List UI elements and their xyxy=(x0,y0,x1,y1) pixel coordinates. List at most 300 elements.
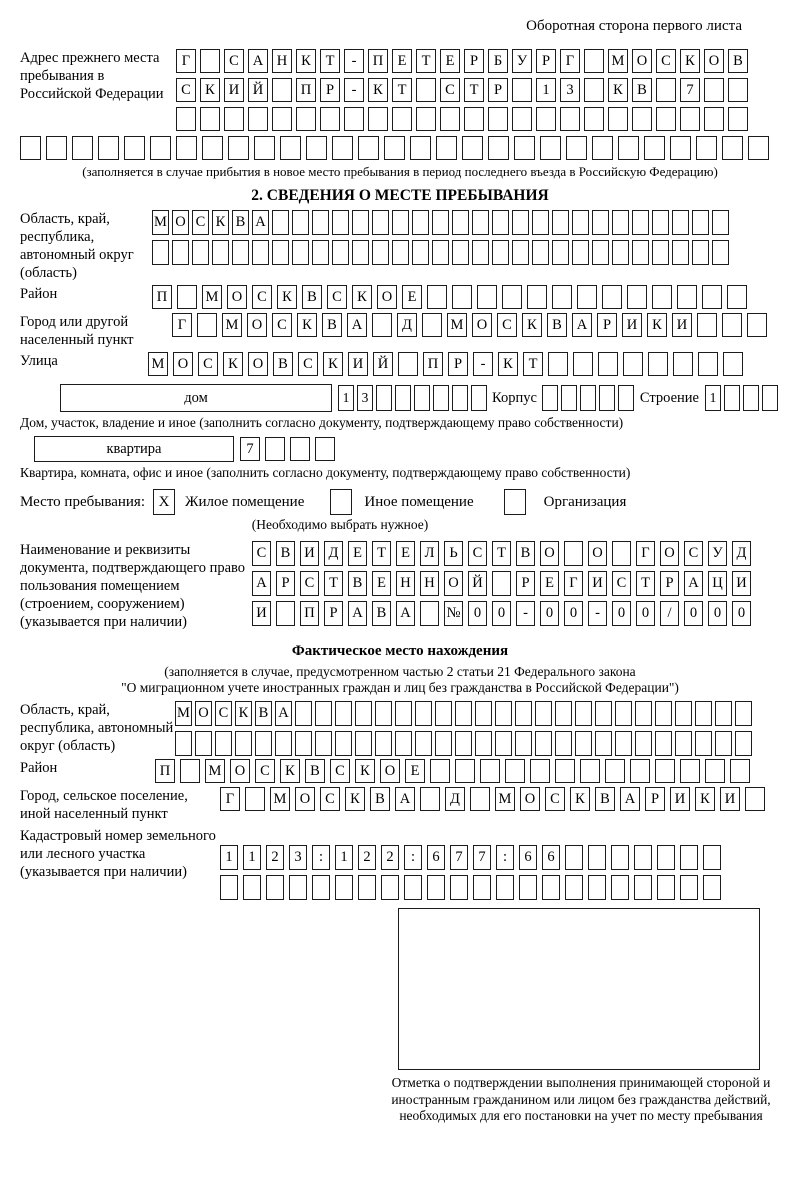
char-cell xyxy=(728,107,748,131)
char-cell: Г xyxy=(176,49,196,73)
stay-type-option-inoe-label: Иное помещение xyxy=(364,493,474,510)
char-cell xyxy=(514,136,535,160)
char-cell: М xyxy=(148,352,168,376)
char-cell xyxy=(289,875,307,900)
char-cell: К xyxy=(280,759,300,783)
char-cell xyxy=(180,759,200,783)
prev-address-grid xyxy=(176,49,752,131)
char-cell xyxy=(372,313,392,337)
char-cell xyxy=(727,285,747,309)
stay-type-option-zhiloe-label: Жилое помещение xyxy=(185,493,305,510)
char-cell xyxy=(536,107,556,131)
char-cell xyxy=(535,731,552,756)
char-cell xyxy=(212,240,229,265)
city-label: Город или другой населенный пункт xyxy=(20,314,134,348)
char-cell xyxy=(235,731,252,756)
char-cell: В xyxy=(632,78,652,102)
char-cell xyxy=(712,240,729,265)
char-cell xyxy=(412,210,429,235)
char-cell: Й xyxy=(373,352,393,376)
char-cell: С xyxy=(320,787,340,811)
char-cell xyxy=(488,136,509,160)
char-cell: А xyxy=(572,313,592,337)
char-cell xyxy=(195,731,212,756)
char-cell: О xyxy=(472,313,492,337)
char-cell: 6 xyxy=(427,845,445,870)
char-cell: М xyxy=(222,313,242,337)
char-cell xyxy=(450,875,468,900)
char-cell: В xyxy=(547,313,567,337)
region-label: Область, край, республика, автономный округ (область) xyxy=(20,211,134,281)
char-cell: 7 xyxy=(450,845,468,870)
char-cell xyxy=(630,759,650,783)
char-cell xyxy=(152,240,169,265)
char-cell xyxy=(464,107,484,131)
cadastre-label: Кадастровый номер земельного или лесного участка (указывается при наличии) xyxy=(20,828,216,880)
char-cell: 3 xyxy=(289,845,307,870)
char-cell xyxy=(705,759,725,783)
char-cell xyxy=(312,875,330,900)
cadastre-grid xyxy=(220,845,726,900)
char-cell xyxy=(552,240,569,265)
char-cell: С xyxy=(468,541,487,566)
char-cell: А xyxy=(395,787,415,811)
char-cell xyxy=(471,385,487,411)
char-cell: О xyxy=(588,541,607,566)
char-cell: С xyxy=(272,313,292,337)
stay-type-checkbox-inoe xyxy=(330,489,352,515)
char-cell xyxy=(332,136,353,160)
char-cell xyxy=(412,240,429,265)
actual-region-label: Область, край, республика, автономный округ (область) xyxy=(20,702,174,754)
char-cell: К xyxy=(296,49,316,73)
prev-address-note: (заполняется в случае прибытия в новое место пребывания в период последнего въезда в Российскую Федерацию) xyxy=(82,164,718,179)
char-cell xyxy=(335,731,352,756)
char-cell xyxy=(696,136,717,160)
char-cell: О xyxy=(195,701,212,726)
char-cell: М xyxy=(447,313,467,337)
char-cell: А xyxy=(348,601,367,626)
char-cell: И xyxy=(622,313,642,337)
char-cell: Н xyxy=(420,571,439,596)
char-cell: С xyxy=(198,352,218,376)
char-cell xyxy=(634,845,652,870)
char-cell xyxy=(276,601,295,626)
char-cell xyxy=(252,240,269,265)
char-cell: И xyxy=(720,787,740,811)
char-cell xyxy=(280,136,301,160)
char-cell: К xyxy=(352,285,372,309)
char-cell xyxy=(692,240,709,265)
char-cell xyxy=(598,352,618,376)
char-cell: О xyxy=(248,352,268,376)
char-cell xyxy=(648,352,668,376)
char-cell xyxy=(515,701,532,726)
actual-city-grid xyxy=(220,787,770,811)
char-cell xyxy=(492,571,511,596)
char-cell: 6 xyxy=(542,845,560,870)
char-cell: Т xyxy=(320,49,340,73)
char-cell: К xyxy=(498,352,518,376)
char-cell xyxy=(502,285,522,309)
char-cell: Б xyxy=(488,49,508,73)
char-cell xyxy=(372,240,389,265)
char-cell xyxy=(344,107,364,131)
char-cell xyxy=(675,701,692,726)
char-cell: О xyxy=(247,313,267,337)
char-cell xyxy=(220,875,238,900)
char-cell xyxy=(584,78,604,102)
char-cell: В xyxy=(232,210,249,235)
char-cell: О xyxy=(377,285,397,309)
char-cell: Р xyxy=(536,49,556,73)
char-cell xyxy=(384,136,405,160)
char-cell xyxy=(432,210,449,235)
char-cell: К xyxy=(570,787,590,811)
house-row xyxy=(0,384,800,412)
char-cell xyxy=(655,759,675,783)
char-cell xyxy=(272,78,292,102)
char-cell xyxy=(584,49,604,73)
document-grid-row-3 xyxy=(252,601,756,626)
char-cell xyxy=(652,240,669,265)
char-cell: С xyxy=(497,313,517,337)
char-cell xyxy=(475,701,492,726)
char-cell: - xyxy=(344,78,364,102)
char-cell: В xyxy=(370,787,390,811)
char-cell xyxy=(656,107,676,131)
stamp-box xyxy=(398,908,760,1070)
char-cell xyxy=(295,731,312,756)
char-cell xyxy=(312,210,329,235)
char-cell: 1 xyxy=(243,845,261,870)
actual-region-grid-row-2 xyxy=(175,731,755,756)
char-cell: Ц xyxy=(708,571,727,596)
char-cell: Е xyxy=(405,759,425,783)
char-cell xyxy=(372,210,389,235)
apartment-row xyxy=(0,436,800,462)
street-grid xyxy=(148,352,748,376)
char-cell xyxy=(595,731,612,756)
char-cell xyxy=(632,210,649,235)
char-cell xyxy=(455,731,472,756)
char-cell: 7 xyxy=(240,437,260,461)
char-cell xyxy=(618,385,634,411)
char-cell xyxy=(266,875,284,900)
char-cell: Р xyxy=(645,787,665,811)
char-cell: В xyxy=(322,313,342,337)
char-cell: Р xyxy=(516,571,535,596)
char-cell xyxy=(352,240,369,265)
char-cell xyxy=(295,701,312,726)
char-cell: - xyxy=(473,352,493,376)
char-cell: П xyxy=(152,285,172,309)
char-cell: Т xyxy=(492,541,511,566)
char-cell xyxy=(615,731,632,756)
char-cell: М xyxy=(202,285,222,309)
char-cell: О xyxy=(632,49,652,73)
char-cell xyxy=(414,385,430,411)
char-cell xyxy=(580,759,600,783)
char-cell: К xyxy=(368,78,388,102)
char-cell xyxy=(20,136,41,160)
char-cell: В xyxy=(372,601,391,626)
char-cell xyxy=(595,701,612,726)
char-cell xyxy=(232,240,249,265)
char-cell xyxy=(473,875,491,900)
char-cell xyxy=(605,759,625,783)
char-cell xyxy=(565,845,583,870)
char-cell: Й xyxy=(468,571,487,596)
char-cell: С xyxy=(255,759,275,783)
char-cell: С xyxy=(440,78,460,102)
char-cell: В xyxy=(516,541,535,566)
char-cell xyxy=(540,136,561,160)
char-cell xyxy=(512,107,532,131)
char-cell xyxy=(618,136,639,160)
char-cell xyxy=(420,601,439,626)
char-cell: М xyxy=(205,759,225,783)
char-cell xyxy=(743,385,759,411)
char-cell: 7 xyxy=(473,845,491,870)
char-cell xyxy=(275,731,292,756)
char-cell xyxy=(692,210,709,235)
cadastre-grid-row-1 xyxy=(220,845,726,870)
char-cell xyxy=(747,313,767,337)
char-cell xyxy=(46,136,67,160)
char-cell xyxy=(272,107,292,131)
actual-location-note-2: "О миграционном учете иностранных граждан и лиц без гражданства в Российской Федерации") xyxy=(121,680,679,695)
char-cell xyxy=(730,759,750,783)
char-cell xyxy=(542,385,558,411)
char-cell xyxy=(200,49,220,73)
char-cell xyxy=(332,210,349,235)
char-cell xyxy=(735,701,752,726)
char-cell xyxy=(703,875,721,900)
cadastre-field xyxy=(0,827,800,900)
char-cell: С xyxy=(300,571,319,596)
char-cell xyxy=(292,240,309,265)
char-cell: Е xyxy=(540,571,559,596)
char-cell xyxy=(150,136,171,160)
char-cell: С xyxy=(215,701,232,726)
char-cell: Р xyxy=(448,352,468,376)
char-cell xyxy=(452,285,472,309)
char-cell xyxy=(492,240,509,265)
char-cell xyxy=(632,107,652,131)
char-cell: С xyxy=(545,787,565,811)
char-cell: О xyxy=(172,210,189,235)
char-cell: И xyxy=(252,601,271,626)
street-field xyxy=(0,352,800,376)
char-cell xyxy=(584,107,604,131)
char-cell xyxy=(452,240,469,265)
char-cell: Д xyxy=(324,541,343,566)
char-cell xyxy=(415,731,432,756)
char-cell xyxy=(432,240,449,265)
stay-type-checkbox-zhiloe: X xyxy=(153,489,175,515)
char-cell xyxy=(577,285,597,309)
char-cell: 2 xyxy=(358,845,376,870)
char-cell: Р xyxy=(660,571,679,596)
char-cell xyxy=(588,845,606,870)
char-cell xyxy=(415,701,432,726)
char-cell: Т xyxy=(416,49,436,73)
char-cell: К xyxy=(235,701,252,726)
char-cell xyxy=(655,731,672,756)
char-cell xyxy=(124,136,145,160)
char-cell xyxy=(530,759,550,783)
char-cell xyxy=(715,701,732,726)
prev-address-label: Адрес прежнего места пребывания в Российской Федерации xyxy=(20,50,164,102)
char-cell: М xyxy=(152,210,169,235)
char-cell: О xyxy=(173,352,193,376)
char-cell: 1 xyxy=(335,845,353,870)
char-cell xyxy=(715,731,732,756)
char-cell xyxy=(435,731,452,756)
char-cell xyxy=(704,78,724,102)
char-cell xyxy=(176,107,196,131)
char-cell xyxy=(532,210,549,235)
char-cell: Т xyxy=(324,571,343,596)
korpus-grid xyxy=(542,385,637,411)
house-note: Дом, участок, владение и иное (заполнить согласно документу, подтверждающему право собственности) xyxy=(20,415,624,430)
char-cell: А xyxy=(620,787,640,811)
char-cell xyxy=(228,136,249,160)
char-cell xyxy=(519,875,537,900)
char-cell: С xyxy=(176,78,196,102)
char-cell xyxy=(332,240,349,265)
char-cell xyxy=(254,136,275,160)
char-cell xyxy=(472,210,489,235)
document-label: Наименование и реквизиты документа, подтверждающего право пользования помещением (строением, сооружением) (указывается при наличии) xyxy=(20,542,246,630)
char-cell: М xyxy=(175,701,192,726)
char-cell xyxy=(98,136,119,160)
char-cell: Е xyxy=(396,541,415,566)
char-cell xyxy=(255,731,272,756)
char-cell xyxy=(475,731,492,756)
char-cell xyxy=(404,875,422,900)
char-cell: 3 xyxy=(357,385,373,411)
char-cell xyxy=(702,285,722,309)
char-cell xyxy=(72,136,93,160)
char-cell: К xyxy=(680,49,700,73)
page-header: Оборотная сторона первого листа xyxy=(526,18,742,34)
char-cell xyxy=(495,701,512,726)
char-cell: 0 xyxy=(708,601,727,626)
char-cell xyxy=(315,437,335,461)
stay-type-option-org-label: Организация xyxy=(543,493,627,510)
char-cell xyxy=(652,285,672,309)
document-grid-row-2 xyxy=(252,571,756,596)
char-cell: 6 xyxy=(519,845,537,870)
char-cell: О xyxy=(540,541,559,566)
char-cell: Е xyxy=(402,285,422,309)
char-cell xyxy=(200,107,220,131)
char-cell xyxy=(176,136,197,160)
char-cell: Т xyxy=(464,78,484,102)
char-cell: И xyxy=(224,78,244,102)
char-cell xyxy=(375,731,392,756)
char-cell: И xyxy=(670,787,690,811)
prev-address-field xyxy=(0,49,800,131)
char-cell: : xyxy=(496,845,514,870)
char-cell xyxy=(680,759,700,783)
char-cell: П xyxy=(423,352,443,376)
char-cell xyxy=(588,875,606,900)
char-cell xyxy=(430,759,450,783)
char-cell xyxy=(532,240,549,265)
char-cell: Р xyxy=(488,78,508,102)
char-cell xyxy=(675,731,692,756)
char-cell: - xyxy=(516,601,535,626)
prev-address-grid-row-1 xyxy=(176,49,752,73)
char-cell xyxy=(635,731,652,756)
char-cell xyxy=(392,240,409,265)
char-cell: Р xyxy=(324,601,343,626)
char-cell xyxy=(634,875,652,900)
char-cell: 2 xyxy=(381,845,399,870)
char-cell xyxy=(515,731,532,756)
char-cell xyxy=(416,78,436,102)
char-cell: Н xyxy=(272,49,292,73)
char-cell xyxy=(375,701,392,726)
char-cell: 0 xyxy=(492,601,511,626)
char-cell xyxy=(748,136,769,160)
char-cell: К xyxy=(212,210,229,235)
char-cell xyxy=(670,136,691,160)
char-cell xyxy=(455,701,472,726)
char-cell: О xyxy=(230,759,250,783)
char-cell xyxy=(745,787,765,811)
char-cell: : xyxy=(312,845,330,870)
char-cell: В xyxy=(728,49,748,73)
actual-district-label: Район xyxy=(20,760,58,776)
char-cell xyxy=(477,285,497,309)
actual-city-field xyxy=(0,787,800,823)
char-cell: К xyxy=(608,78,628,102)
region-grid xyxy=(152,210,732,265)
char-cell: С xyxy=(656,49,676,73)
char-cell: К xyxy=(200,78,220,102)
char-cell: А xyxy=(396,601,415,626)
stroenie-grid xyxy=(705,385,781,411)
char-cell xyxy=(296,107,316,131)
char-cell: Е xyxy=(392,49,412,73)
char-cell: Г xyxy=(220,787,240,811)
char-cell: С xyxy=(684,541,703,566)
char-cell: О xyxy=(704,49,724,73)
char-cell: О xyxy=(520,787,540,811)
city-field xyxy=(0,313,800,349)
stay-type-label: Место пребывания: xyxy=(20,493,145,510)
char-cell: 0 xyxy=(732,601,751,626)
region-grid-row-2 xyxy=(152,240,732,265)
char-cell xyxy=(566,136,587,160)
char-cell xyxy=(635,701,652,726)
char-cell xyxy=(623,352,643,376)
char-cell xyxy=(697,313,717,337)
char-cell: П xyxy=(296,78,316,102)
char-cell xyxy=(542,875,560,900)
char-cell xyxy=(290,437,310,461)
apartment-label-box: квартира xyxy=(34,436,234,462)
char-cell: В xyxy=(273,352,293,376)
char-cell: В xyxy=(255,701,272,726)
char-cell: К xyxy=(695,787,715,811)
char-cell: А xyxy=(252,210,269,235)
char-cell xyxy=(735,731,752,756)
